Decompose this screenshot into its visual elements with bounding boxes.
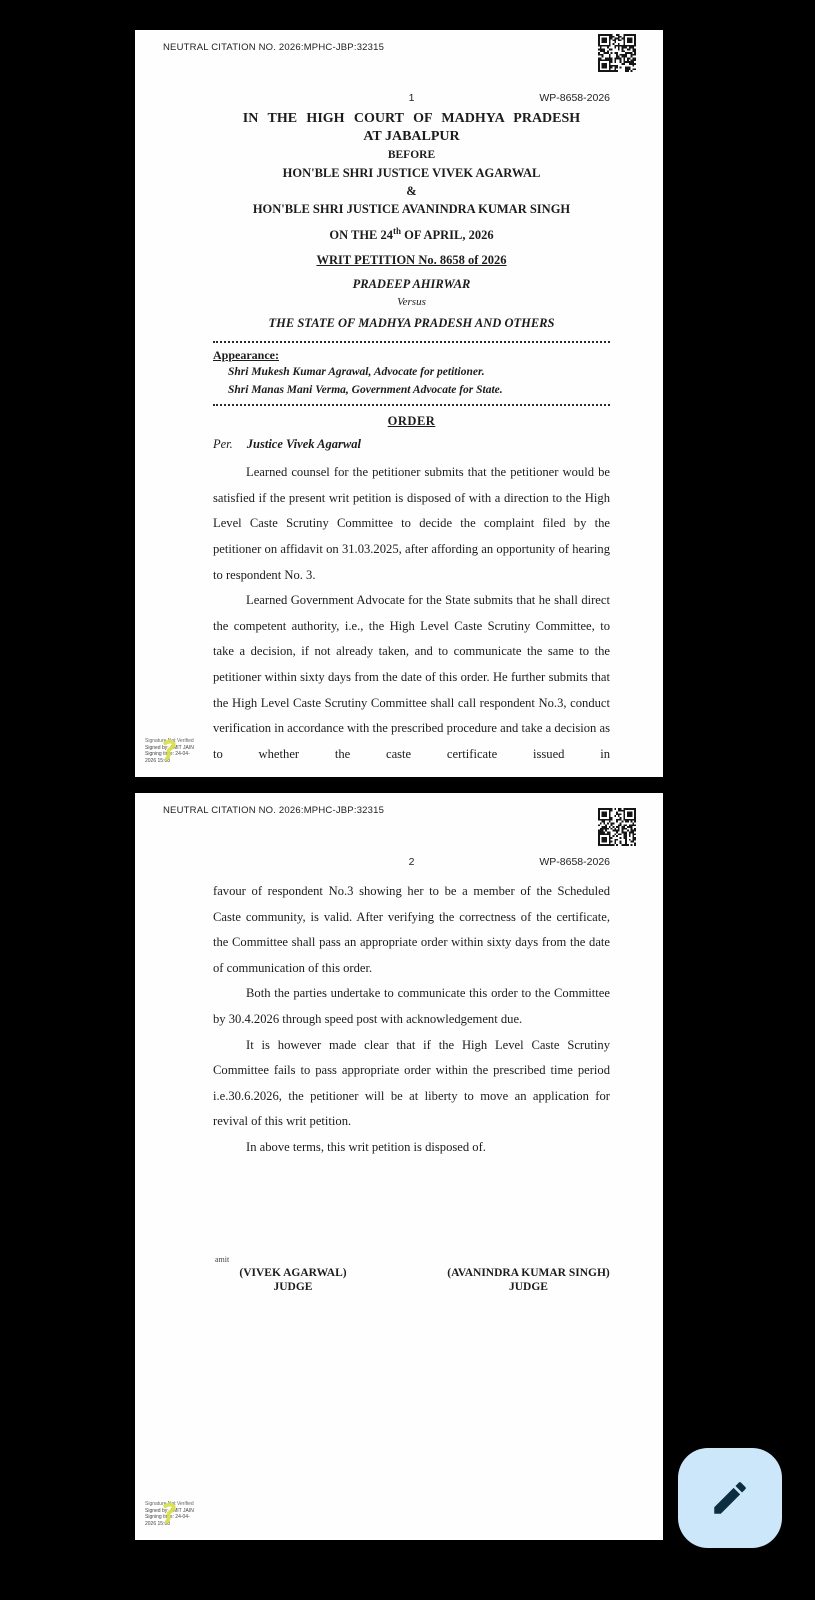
divider-dotted xyxy=(213,404,610,406)
order-body-page-2 xyxy=(213,879,610,1161)
stamp-line: Signing time: 24-04- xyxy=(145,751,190,757)
stamp-line: 2026 15:08 xyxy=(145,757,171,764)
versus-label: Versus xyxy=(397,296,426,309)
signature-seal-icon xyxy=(161,1502,178,1524)
order-disposal-line: In above terms, this writ petition is disposed of. xyxy=(246,1139,486,1154)
judge-2-name: HON'BLE SHRI JUSTICE AVANINDRA KUMAR SINGH xyxy=(252,202,571,216)
order-date-suffix: OF APRIL, 2026 xyxy=(401,228,494,243)
appearance-counsel-petitioner: Shri Mukesh Kumar Agrawal, Advocate for petitioner. xyxy=(228,366,485,379)
edit-button[interactable] xyxy=(678,1448,782,1548)
judge-2-signature-title: JUDGE xyxy=(509,1281,548,1293)
divider-dotted xyxy=(213,341,610,343)
judge-1-name: HON'BLE SHRI JUSTICE VIVEK AGARWAL xyxy=(282,166,541,180)
stamp-line: Signed by: AMIT JAIN xyxy=(145,1507,194,1514)
petition-title-text: WRIT PETITION No. 8658 of 2026 xyxy=(316,253,507,268)
page-header-row xyxy=(213,92,610,108)
order-paragraph: Learned Government Advocate for the State submits that he shall direct the competent authority, i.e., the High Level Caste Scrutiny Committee, to take a decision, if not already taken, and to communicate the same to the petitioner within sixty days from the date of this order. He further submits that the High Level Caste Scrutiny Committee shall call respondent No.3, conduct verification in accordance with the prescribed procedure and take a decision as to whether the caste certificate issued in xyxy=(213,593,610,761)
stamp-line: Signature Not Verified xyxy=(145,738,194,744)
page-1-content xyxy=(213,92,610,767)
judge-2-signature xyxy=(447,1266,610,1294)
judge-1-signature-name: (VIVEK AGARWAL) xyxy=(239,1267,347,1279)
digital-signature-stamp xyxy=(145,738,215,772)
judge-1-signature-title: JUDGE xyxy=(273,1281,313,1293)
judge-1-signature xyxy=(213,1266,373,1294)
typist-initials: amit xyxy=(215,1255,230,1264)
order-title: ORDER xyxy=(387,414,436,429)
page-header-row xyxy=(213,856,610,872)
stamp-line: Signed by: AMIT JAIN xyxy=(145,744,194,751)
per-label: Per. xyxy=(213,437,233,452)
order-paragraph: Learned counsel for the petitioner submits that the petitioner would be satisfied if the present writ petition is disposed of with a direction to the High Level Caste Scrutiny Committee to decide the complaint filed by the petitioner on affidavit on 31.03.2025, after affording an opportunity of hearing to respondent No. 3. xyxy=(213,465,610,582)
judge-2-signature-name: (AVANINDRA KUMAR SINGH) xyxy=(447,1267,610,1279)
before-label: BEFORE xyxy=(387,149,436,161)
conjunction: & xyxy=(406,184,417,198)
order-date-superscript: th xyxy=(393,226,402,236)
court-name: IN THE HIGH COURT OF MADHYA PRADESH xyxy=(242,111,581,126)
order-date-prefix: ON THE 24 xyxy=(329,228,394,243)
stamp-line: Signing time: 24-04- xyxy=(145,1514,190,1520)
pencil-icon xyxy=(709,1477,751,1519)
court-location: AT JABALPUR xyxy=(363,129,460,144)
appearance-counsel-state: Shri Manas Mani Verma, Government Advocate for State. xyxy=(228,384,503,397)
order-date xyxy=(213,221,610,245)
qr-code-icon xyxy=(598,807,636,847)
order-paragraph: It is however made clear that if the High Level Caste Scrutiny Committee fails to pass appropriate order within the prescribed time period i.e.30.6.2026, the petitioner will be at liberty to move an application for revival of this writ petition. xyxy=(213,1037,610,1129)
signature-seal-icon xyxy=(161,739,178,761)
neutral-citation: NEUTRAL CITATION NO. 2026:MPHC-JBP:32315 xyxy=(163,805,385,816)
petition-title xyxy=(213,249,610,271)
order-paragraph: favour of respondent No.3 showing her to be a member of the Scheduled Caste community, is valid. After verifying the correctness of the certificate, the Committee shall pass an appropriate order within sixty days from the date of communication of this order. xyxy=(213,884,610,975)
order-paragraph: Both the parties undertake to communicate this order to the Committee by 30.4.2026 through speed post with acknowledgement due. xyxy=(213,986,610,1026)
respondent-name: THE STATE OF MADHYA PRADESH AND OTHERS xyxy=(268,316,555,331)
document-page-1[interactable] xyxy=(135,30,663,777)
per-judge-line xyxy=(213,435,610,453)
page-number: 2 xyxy=(408,856,415,868)
page-number: 1 xyxy=(408,92,415,104)
case-number: WP-8658-2026 xyxy=(539,856,610,868)
appearance-label: Appearance: xyxy=(213,348,279,363)
qr-code-icon xyxy=(598,33,636,73)
petitioner-name: PRADEEP AHIRWAR xyxy=(352,277,471,292)
neutral-citation: NEUTRAL CITATION NO. 2026:MPHC-JBP:32315 xyxy=(163,42,385,53)
document-page-2[interactable] xyxy=(135,793,663,1540)
order-body-page-1 xyxy=(213,460,610,767)
per-judge-name: Justice Vivek Agarwal xyxy=(246,437,361,452)
stamp-line: 2026 15:08 xyxy=(145,1520,171,1527)
digital-signature-stamp xyxy=(145,1501,215,1535)
judges-signature-block xyxy=(213,1266,610,1316)
stamp-line: Signature Not Verified xyxy=(145,1501,194,1507)
case-number: WP-8658-2026 xyxy=(539,92,610,104)
